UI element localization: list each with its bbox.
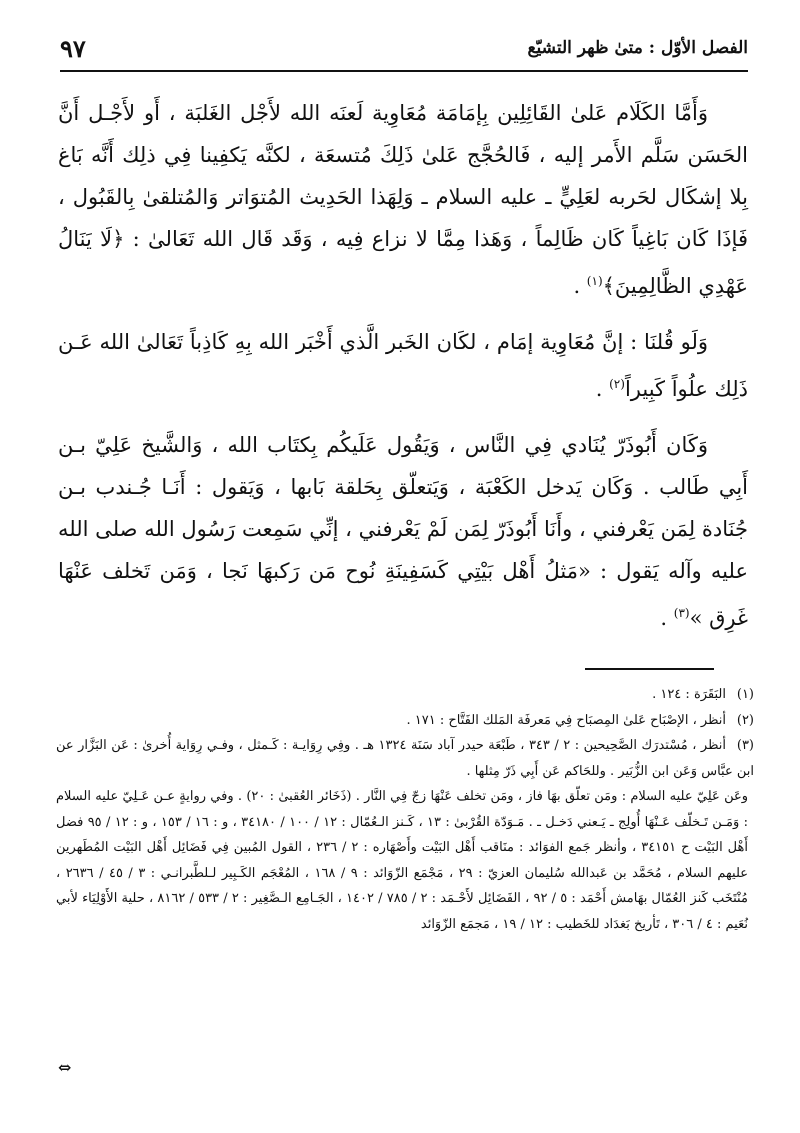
footnote-reference: (١) (586, 274, 603, 288)
paragraph-text: وَأَمَّا الكَلَام عَلىٰ القَائِلِين بِإمَامَة مُعَاوِية لَعنَه الله لأَجْل الغَلبَة ، أَو لأَجْـل أَنَّ الحَسَن سَلَّم الأَمر إليه ، فَالحُجَّج عَلىٰ ذَلِكَ مُتسعَة ، لكنَّه يَكفِينا فِي ذلِك أَنَّه بَاغ بِلا إشكَال لحَربه لعَلِيٍّ ـ عليه السلام ـ وَلِهَذا الحَدِيث المُتوَاتر وَالمُتلقىٰ بِالقَبُول ، فَإذَا كَان بَاغِياً كَان ظَالِماً ، وَهَذا مِمَّا لا نزاع فِيه ، وَقَد قَال الله تَعَالىٰ : ﴿لَا يَنَالُ عَهْدِي الظَّالِمِينَ﴾ (58, 101, 748, 298)
paragraph-text: وَكَان أَبُوذَرّ يُنَادي فِي النَّاس ، وَيَقُول عَلَيكُم بِكتَاب الله ، وَالشَّيخ عَلِيّ بـن أَبِي طَالب . وَكَان يَدخل الكَعْبَة ، وَيَتعلّق بِحَلقة بَابها ، وَيَقول : أَنَـا جُـندب بـن جُنَادة لِمَن يَعْرفني ، وأَنَا أَبُوذَرّ لِمَن لَمْ يَعْرفني ، إنِّي سَمِعت رَسُول الله صلى الله عليه وآله يَقول : «مَثلُ أَهْل بَيْتِي كَسَفِينَةِ نُوح مَن رَكبهَا نَجا ، وَمَن تَخلف عَنْهَا غَرِق » (58, 433, 748, 630)
footnote-number: (١) (736, 687, 754, 702)
footnote-number: (٣) (736, 738, 754, 753)
footnote-reference: (٣) (673, 606, 690, 620)
page-header (60, 34, 748, 68)
footnote (56, 708, 754, 734)
continuation-mark: ⇔ (58, 1058, 72, 1077)
footnote-continuation: وعَن عَلِيّ عليه السلام : ومَن تعلّق بهَا فاز ، ومَن تخلف عَنْهَا زجّ فِي النَّار . (ذَخَائر العُقبىٰ : ٢٠) . وفي روايةٍ عـن عَـلِيّ عليه السلام : وَمَـن تَـخلّف عَـنْهَا أُولِج ـ يَـعني دَخـل ـ . مَـوَدّة القُرْبىٰ : ١٣ ، كَـنز الـعُمّال : ١٢ / ١٠٠ / ٣٤١٨٠ ، و : ١٦ / ١٥٣ ، و : ١٢ / ٩٥ فضل أَهْل البَيْت ح ٣٤١٥١ ، وأنظر جَمع الفوَائد : منَاقب أَهْل البَيْت وأَصْهَاره : ٢ / ٢٣٦ ، القول المُبين فِي فَضَائِل أَهْل البَيْت المُطَهرين عليهم السلام ، مُحَمَّد بن عَبدالله سُليمان العزيّ : ٢٩ ، مَجْمَع الزّوَائد : ٩ / ١٦٨ ، المُعْجَم الكَـبِير لـلطَّبرانـي : ٣ / ٤٥ / ٢٦٣٦ ، مُنْتَخَب كَنز العُمّال بهَامش أَحْمَد : ٥ / ٩٢ ، الفَضَائِل لأَحْـمَد : ٢ / ٧٨٥ / ١٤٠٢ ، الجَـامِع الـصَّغِير : ٢ / ٥٣٣ / ٨١٦٢ ، حلية الأَوْلِيَاء لأبي نُعَيم : ٤ / ٣٠٦ ، تَأريخ بَغدَاد للخَطيب : ١٢ / ١٩ ، مَجمَع الزّوَائد (56, 789, 749, 932)
footnote-text: البَقَرَة : ١٢٤ . (652, 687, 726, 702)
body-paragraph: وَأَمَّا الكَلَام عَلىٰ القَائِلِين بِإمَامَة مُعَاوِية لَعنَه الله لأَجْل الغَلبَة ، أَو لأَجْـل أَنَّ الحَسَن سَلَّم الأَمر إليه ، فَالحُجَّج عَلىٰ ذَلِكَ مُتسعَة ، لكنَّه يَكفِينا فِي ذلِك أَنَّه بَاغ بِلا إشكَال لحَربه لعَلِيٍّ ـ عليه السلام ـ وَلِهَذا الحَدِيث المُتوَاتر وَالمُتلقىٰ بِالقَبُول ، فَإذَا كَان بَاغِياً كَان ظَالِماً ، وَهَذا مِمَّا لا نزاع فِيه ، وَقَد قَال الله تَعَالىٰ : ﴿لَا يَنَالُ عَهْدِي الظَّالِمِينَ﴾$^{(١)}$ . (58, 101, 748, 298)
main-text (58, 92, 748, 653)
header-divider (60, 70, 748, 72)
footnote (56, 733, 754, 784)
footnote-divider (585, 668, 714, 670)
footnote-number: (٢) (736, 712, 754, 728)
running-header-title: الفصل الأوّل : متىٰ ظهر التشيّع (527, 38, 748, 58)
footnote-reference: (٢) (609, 377, 625, 391)
body-paragraph: وَلَو قُلنَا : إنَّ مُعَاوِية إمَام ، لكَان الخَبر الَّذي أَخْبَر الله بِهِ كَاذِباً تَعَالىٰ الله عَـن ذَلِك علُواً كَبِيراً$^{(٢)}$ . (58, 330, 748, 401)
footnote-text: أنظر ، الإصْبَاح عَلىٰ المِصبَاح فِي مَعرفَة المَلك الفَتَّاح : ١٧١ . (406, 712, 726, 728)
footnote (56, 682, 754, 708)
footnotes (56, 682, 754, 937)
footnote-text: أنظر ، مُسْتدرَك الصَّحِيحين : ٢ / ٣٤٣ ، طَبْعَة حيدر آباد سَنَة ١٣٢٤ هـ . وفِي رِوَايـة : كَـمثل ، وفـي رِوَاية أُخرىٰ : عَن البَزَّار عن ابن عبَّاس وَعَن ابن الزُّبَير . وللحَاكم عَن أَبِي ذَرّ مِثلها . (56, 738, 754, 779)
paragraph-text: وَلَو قُلنَا : إنَّ مُعَاوِية إمَام ، لكَان الخَبر الَّذي أَخْبَر الله بِهِ كَاذِباً تَعَالىٰ الله عَـن ذَلِك علُواً كَبِيراً (58, 330, 748, 401)
body-paragraph: وَكَان أَبُوذَرّ يُنَادي فِي النَّاس ، وَيَقُول عَلَيكُم بِكتَاب الله ، وَالشَّيخ عَلِيّ بـن أَبِي طَالب . وَكَان يَدخل الكَعْبَة ، وَيَتعلّق بِحَلقة بَابها ، وَيَقول : أَنَـا جُـندب بـن جُنَادة لِمَن يَعْرفني ، وأَنَا أَبُوذَرّ لِمَن لَمْ يَعْرفني ، إنِّي سَمِعت رَسُول الله صلى الله عليه وآله يَقول : «مَثلُ أَهْل بَيْتِي كَسَفِينَةِ نُوح مَن رَكبهَا نَجا ، وَمَن تَخلف عَنْهَا غَرِق »$^{(٣)}$ . (58, 433, 748, 630)
page-number: ٩٧ (60, 34, 86, 63)
